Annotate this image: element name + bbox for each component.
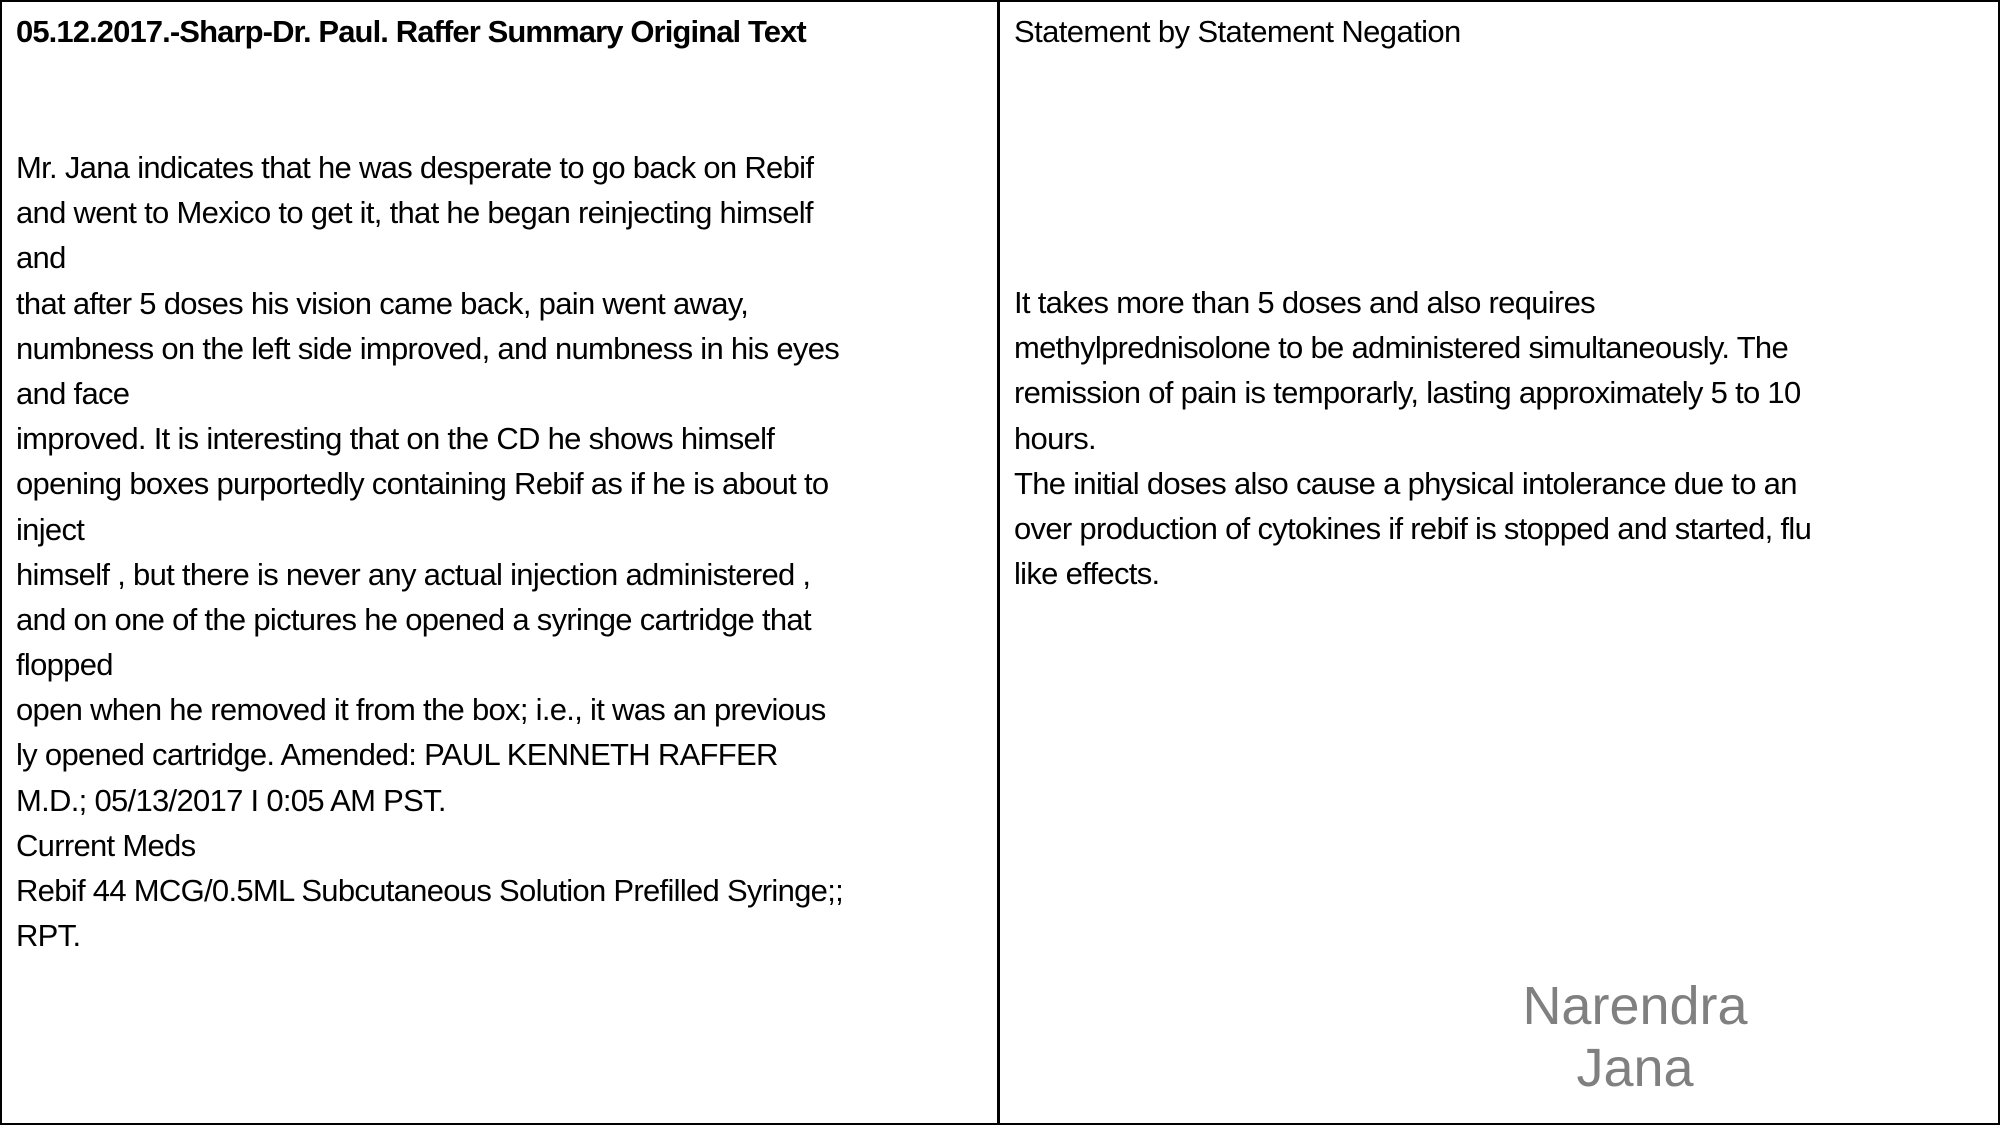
text-line: Rebif 44 MCG/0.5ML Subcutaneous Solution Prefilled Syringe;; (16, 873, 844, 908)
text-line: methylprednisolone to be administered simultaneously. The (1014, 330, 1789, 366)
text-line: and (16, 240, 66, 276)
original-text-heading: 05.12.2017.-Sharp-Dr. Paul. Raffer Summary Original Text (16, 14, 806, 49)
text-line: The initial doses also cause a physical intolerance due to an (1014, 465, 1797, 501)
text-line: RPT. (16, 918, 81, 954)
current-meds-label: Current Meds (16, 827, 196, 863)
text-line: remission of pain is temporarly, lasting approximately 5 to 10 (1014, 375, 1801, 411)
text-line: It takes more than 5 doses and also requires (1014, 285, 1595, 320)
text-line: over production of cytokines if rebif is stopped and started, flu (1014, 510, 1812, 546)
text-line: M.D.; 05/13/2017 I 0:05 AM PST. (16, 782, 446, 818)
original-text-column (2, 2, 1000, 1123)
text-line: inject (16, 511, 85, 547)
text-line: hours. (1014, 420, 1096, 456)
text-line: flopped (16, 647, 113, 683)
text-line: open when he removed it from the box; i.e., it was an previous (16, 692, 826, 728)
text-line: ly opened cartridge. Amended: PAUL KENNETH RAFFER (16, 737, 778, 773)
text-line: Mr. Jana indicates that he was desperate to go back on Rebif (16, 150, 814, 185)
original-text-body (16, 145, 843, 958)
text-line: like effects. (1014, 556, 1160, 592)
text-line: and face (16, 375, 130, 411)
watermark-first-name: Narendra (1522, 976, 1748, 1036)
watermark-last-name: Jana (1576, 1038, 1694, 1098)
text-line: that after 5 doses his vision came back, pain went away, (16, 285, 749, 321)
negation-column (1000, 2, 1998, 1123)
text-line: and on one of the pictures he opened a syringe cartridge that (16, 601, 811, 637)
text-line: and went to Mexico to get it, that he began reinjecting himself (16, 195, 813, 231)
text-line: numbness on the left side improved, and numbness in his eyes (16, 330, 840, 366)
negation-heading: Statement by Statement Negation (1014, 14, 1461, 49)
text-line: opening boxes purportedly containing Rebif as if he is about to (16, 466, 829, 502)
author-watermark (1450, 975, 1820, 1099)
text-line: improved. It is interesting that on the CD he shows himself (16, 421, 775, 457)
negation-text-body (1014, 280, 1811, 596)
text-line: himself , but there is never any actual injection administered , (16, 556, 811, 592)
